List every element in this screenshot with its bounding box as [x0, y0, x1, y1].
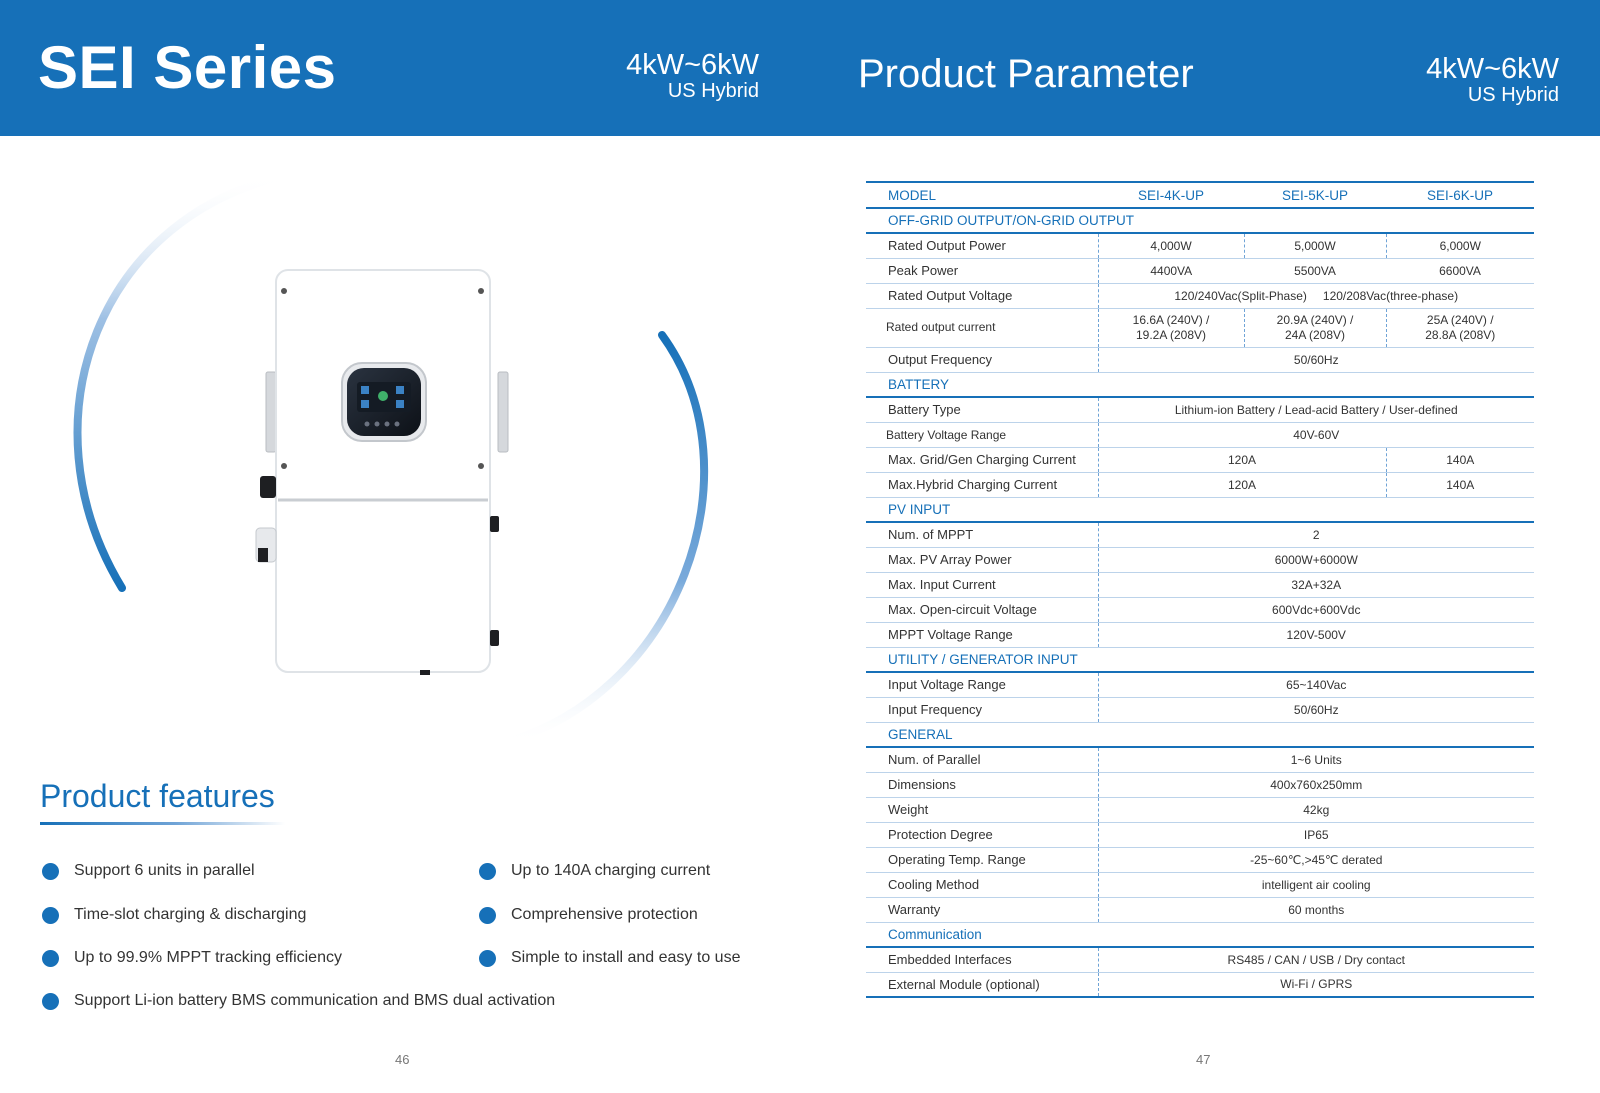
feature-text: Support Li-ion battery BMS communication and BMS dual activation: [74, 992, 556, 1009]
table-row: [866, 397, 1534, 422]
param-value: 5500VA: [1244, 258, 1386, 283]
section-heading: Communication: [866, 922, 1534, 947]
feature-item: [479, 906, 698, 924]
param-label: Max.Hybrid Charging Current: [866, 472, 1098, 497]
model-name: SEI-6K-UP: [1386, 182, 1534, 208]
page-number-left: 46: [395, 1052, 410, 1067]
left-power-tag: [626, 51, 759, 101]
param-label: Num. of MPPT: [866, 522, 1098, 547]
param-value: 40V-60V: [1098, 422, 1534, 447]
param-label: Battery Voltage Range: [866, 422, 1098, 447]
table-row: [866, 308, 1534, 347]
param-value: 140A: [1386, 447, 1534, 472]
param-value: 120A: [1098, 447, 1386, 472]
left-decorative-arc: [78, 174, 295, 588]
table-row: [866, 572, 1534, 597]
model-name: SEI-4K-UP: [1098, 182, 1244, 208]
current-line: 24A (208V): [1284, 327, 1346, 342]
param-label: Rated output current: [866, 308, 1098, 347]
table-row: [866, 447, 1534, 472]
param-value: [1244, 308, 1386, 347]
param-value: RS485 / CAN / USB / Dry contact: [1098, 947, 1534, 972]
feature-item: [479, 949, 740, 967]
section-row: [866, 722, 1534, 747]
section-heading: BATTERY: [866, 372, 1534, 397]
current-line: 16.6A (240V) /: [1132, 313, 1210, 328]
feature-text: Simple to install and easy to use: [511, 949, 741, 966]
table-row: [866, 947, 1534, 972]
parameter-title: Product Parameter: [858, 52, 1194, 96]
table-row: [866, 283, 1534, 308]
series-title: SEI Series: [38, 34, 337, 101]
param-label: Weight: [866, 797, 1098, 822]
param-label: Rated Output Voltage: [866, 283, 1098, 308]
param-label: Input Frequency: [866, 697, 1098, 722]
param-value: Lithium-ion Battery / Lead-acid Battery / User-defined: [1098, 397, 1534, 422]
param-value: 32A+32A: [1098, 572, 1534, 597]
right-power-sub: US Hybrid: [1467, 84, 1559, 106]
param-label: Rated Output Power: [866, 233, 1098, 258]
param-label: Num. of Parallel: [866, 747, 1098, 772]
table-row: [866, 797, 1534, 822]
param-value: 120A: [1098, 472, 1386, 497]
feature-text: Up to 140A charging current: [511, 862, 711, 879]
param-value: 4,000W: [1098, 233, 1244, 258]
section-row: [866, 208, 1534, 233]
param-label: Input Voltage Range: [866, 672, 1098, 697]
features-underline: [40, 822, 285, 825]
product-image: [40, 160, 800, 780]
table-row: [866, 847, 1534, 872]
param-value: 4400VA: [1098, 258, 1244, 283]
header-band: [0, 0, 1600, 136]
param-label: Battery Type: [866, 397, 1098, 422]
param-value: [1386, 308, 1534, 347]
param-label: Max. Input Current: [866, 572, 1098, 597]
table-row: [866, 972, 1534, 997]
param-value: 400x760x250mm: [1098, 772, 1534, 797]
model-label: MODEL: [866, 182, 1098, 208]
features-title: Product features: [40, 778, 275, 814]
feature-item: [42, 949, 342, 967]
param-value: 50/60Hz: [1098, 697, 1534, 722]
parameter-table: [866, 181, 1534, 998]
table-row: [866, 422, 1534, 447]
bullet-icon: [479, 863, 496, 880]
param-label: MPPT Voltage Range: [866, 622, 1098, 647]
current-line: 28.8A (208V): [1425, 327, 1496, 342]
param-value: [1098, 308, 1244, 347]
table-row: [866, 872, 1534, 897]
table-row: [866, 672, 1534, 697]
param-label: Protection Degree: [866, 822, 1098, 847]
table-row: [866, 697, 1534, 722]
param-label: Operating Temp. Range: [866, 847, 1098, 872]
param-label: Embedded Interfaces: [866, 947, 1098, 972]
param-value: 5,000W: [1244, 233, 1386, 258]
param-value: 60 months: [1098, 897, 1534, 922]
param-value: [1098, 283, 1534, 308]
bullet-icon: [42, 950, 59, 967]
param-value: Wi-Fi / GPRS: [1098, 972, 1534, 997]
left-power-range: 4kW~6kW: [626, 49, 759, 81]
param-value: 42kg: [1098, 797, 1534, 822]
right-power-range: 4kW~6kW: [1426, 53, 1559, 85]
param-value: 140A: [1386, 472, 1534, 497]
current-line: 19.2A (208V): [1135, 327, 1207, 342]
table-row: [866, 822, 1534, 847]
section-row: [866, 647, 1534, 672]
bullet-icon: [479, 907, 496, 924]
param-value: 6000W+6000W: [1098, 547, 1534, 572]
param-value: 1~6 Units: [1098, 747, 1534, 772]
param-label: Peak Power: [866, 258, 1098, 283]
param-value: -25~60℃,>45℃ derated: [1098, 847, 1534, 872]
section-heading: GENERAL: [866, 722, 1534, 747]
page-number-right: 47: [1196, 1052, 1211, 1067]
feature-item: [42, 992, 555, 1010]
param-value: 65~140Vac: [1098, 672, 1534, 697]
table-row: [866, 547, 1534, 572]
voltage-three-phase: 120/208Vac(three-phase): [1322, 288, 1459, 303]
voltage-split-phase: 120/240Vac(Split-Phase): [1174, 288, 1307, 303]
table-row: [866, 258, 1534, 283]
table-row: [866, 897, 1534, 922]
inverter-body: [276, 270, 490, 672]
param-value: 600Vdc+600Vdc: [1098, 597, 1534, 622]
feature-item: [479, 862, 710, 880]
table-row: [866, 522, 1534, 547]
bullet-icon: [42, 863, 59, 880]
feature-text: Support 6 units in parallel: [74, 862, 255, 879]
left-power-sub: US Hybrid: [667, 80, 759, 102]
section-heading: PV INPUT: [866, 497, 1534, 522]
current-line: 25A (240V) /: [1426, 313, 1494, 328]
feature-item: [42, 906, 306, 924]
model-header-row: [866, 182, 1534, 208]
table-row: [866, 347, 1534, 372]
param-label: Warranty: [866, 897, 1098, 922]
section-heading: OFF-GRID OUTPUT/ON-GRID OUTPUT: [866, 208, 1534, 233]
param-value: IP65: [1098, 822, 1534, 847]
section-row: [866, 497, 1534, 522]
param-label: Output Frequency: [866, 347, 1098, 372]
param-label: Dimensions: [866, 772, 1098, 797]
param-value: 50/60Hz: [1098, 347, 1534, 372]
feature-text: Time-slot charging & discharging: [74, 906, 307, 923]
param-label: Max. Open-circuit Voltage: [866, 597, 1098, 622]
table-row: [866, 772, 1534, 797]
feature-text: Comprehensive protection: [511, 906, 698, 923]
feature-text: Up to 99.9% MPPT tracking efficiency: [74, 949, 342, 966]
bullet-icon: [42, 907, 59, 924]
param-label: External Module (optional): [866, 972, 1098, 997]
right-power-tag: [1426, 55, 1559, 105]
bullet-icon: [42, 993, 59, 1010]
param-label: Max. PV Array Power: [866, 547, 1098, 572]
current-line: 20.9A (240V) /: [1276, 313, 1354, 328]
table-row: [866, 747, 1534, 772]
section-row: [866, 372, 1534, 397]
param-value: intelligent air cooling: [1098, 872, 1534, 897]
table-row: [866, 472, 1534, 497]
param-label: Max. Grid/Gen Charging Current: [866, 447, 1098, 472]
table-row: [866, 597, 1534, 622]
param-label: Cooling Method: [866, 872, 1098, 897]
param-value: 6600VA: [1386, 258, 1534, 283]
table-row: [866, 233, 1534, 258]
section-heading: UTILITY / GENERATOR INPUT: [866, 647, 1534, 672]
right-decorative-arc: [495, 335, 704, 745]
model-name: SEI-5K-UP: [1244, 182, 1386, 208]
bullet-icon: [479, 950, 496, 967]
table-row: [866, 622, 1534, 647]
param-value: 2: [1098, 522, 1534, 547]
param-value: 120V-500V: [1098, 622, 1534, 647]
param-value: 6,000W: [1386, 233, 1534, 258]
section-row: [866, 922, 1534, 947]
feature-item: [42, 862, 255, 880]
